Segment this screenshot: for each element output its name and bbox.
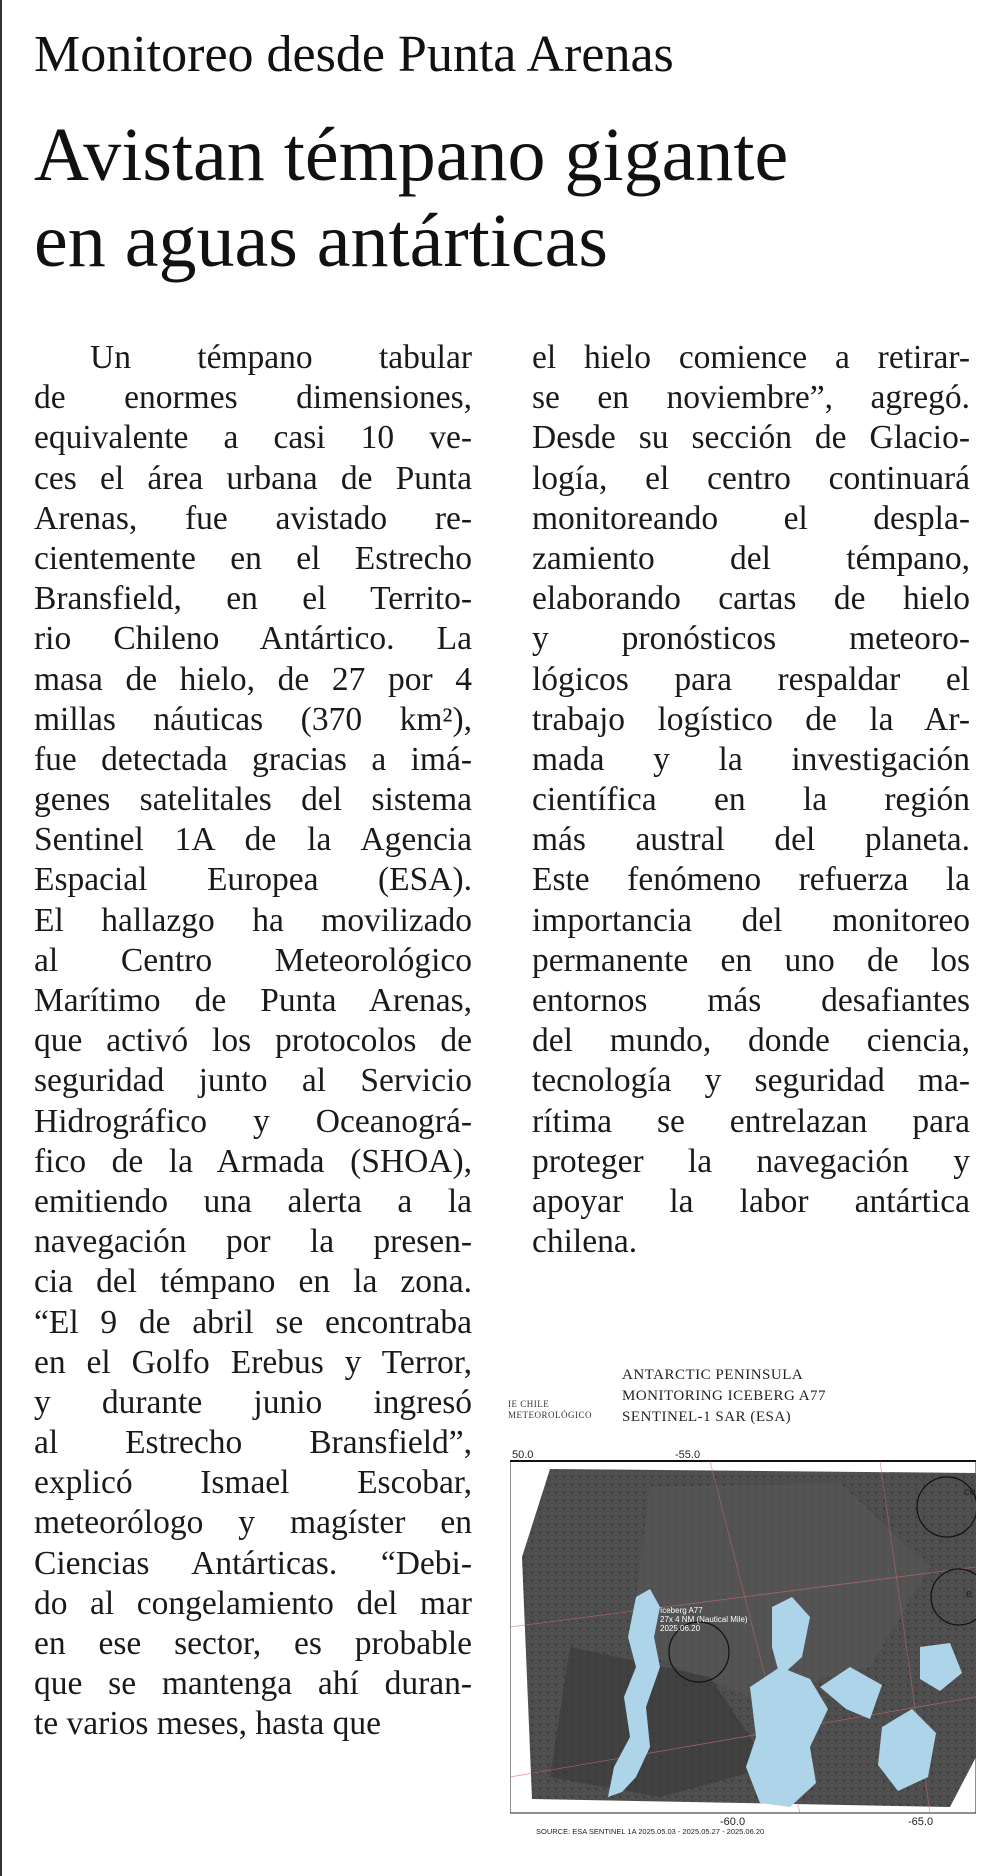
body-line: entornos más desafiantes bbox=[532, 982, 970, 1019]
kicker: Monitoreo desde Punta Arenas bbox=[34, 26, 674, 83]
body-line: al Estrecho Bransfield”, bbox=[34, 1424, 472, 1462]
body-line: El hallazgo ha movilizado bbox=[34, 901, 472, 939]
body-column-left bbox=[34, 338, 472, 1745]
figure-org-logo-text: IE CHILE METEOROLÓGICO bbox=[508, 1399, 592, 1420]
body-line: permanente en uno de los bbox=[532, 941, 970, 979]
tick-label: 50.0 bbox=[512, 1449, 534, 1461]
body-line: apoyar la labor antártica bbox=[532, 1182, 970, 1220]
body-line: Espacial Europea (ESA). bbox=[34, 861, 472, 899]
body-line: Hidrográfico y Oceanográ- bbox=[34, 1102, 472, 1140]
body-line: navegación por la presen- bbox=[34, 1223, 472, 1261]
body-line: seguridad junto al Servicio bbox=[34, 1062, 472, 1100]
body-line: Desde su sección de Glacio- bbox=[532, 419, 970, 457]
side-label: e bbox=[966, 1588, 973, 1600]
body-line: de enormes dimensiones, bbox=[34, 379, 472, 417]
body-line: rio Chileno Antártico. La bbox=[34, 620, 472, 658]
body-line: “El 9 de abril se encontraba bbox=[34, 1303, 472, 1341]
body-line: chilena. bbox=[532, 1223, 638, 1261]
body-line: do al congelamiento del mar bbox=[34, 1584, 472, 1622]
figure-title: ANTARCTIC PENINSULA MONITORING ICEBERG A77 SENTINEL-1 SAR (ESA) bbox=[622, 1367, 827, 1425]
body-line: que se mantenga ahí duran- bbox=[34, 1665, 472, 1703]
body-line: cia del témpano en la zona. bbox=[34, 1263, 472, 1301]
body-line: equivalente a casi 10 ve- bbox=[34, 419, 472, 457]
figure-header bbox=[508, 1365, 978, 1445]
body-line: se en noviembre”, agregó. bbox=[532, 379, 970, 417]
body-line: y durante junio ingresó bbox=[34, 1383, 472, 1421]
body-line: más austral del planeta. bbox=[532, 821, 970, 859]
body-line: monitoreando el despla- bbox=[532, 499, 970, 537]
body-line: explicó Ismael Escobar, bbox=[34, 1464, 472, 1502]
iceberg-label: 2025.06.20 bbox=[660, 1624, 701, 1633]
body-line: Marítimo de Punta Arenas, bbox=[34, 982, 472, 1019]
side-label: ce bbox=[964, 1486, 976, 1498]
body-line: que activó los protocolos de bbox=[34, 1022, 472, 1060]
body-column-right bbox=[532, 338, 970, 1262]
tick-label: -65.0 bbox=[908, 1816, 934, 1827]
iceberg-label: Iceberg A77 bbox=[660, 1606, 703, 1615]
body-line: masa de hielo, de 27 por 4 bbox=[34, 660, 472, 698]
body-line: Este fenómeno refuerza la bbox=[532, 861, 970, 899]
satellite-figure bbox=[508, 1365, 978, 1845]
body-line: en el Golfo Erebus y Terror, bbox=[34, 1343, 472, 1381]
body-line: Bransfield, en el Territo- bbox=[34, 580, 472, 618]
headline bbox=[34, 112, 974, 284]
body-line: emitiendo una alerta a la bbox=[34, 1182, 472, 1220]
iceberg-label: 27x 4 NM (Nautical Mile) bbox=[660, 1615, 748, 1624]
body-line: al Centro Meteorológico bbox=[34, 941, 472, 979]
body-line: elaborando cartas de hielo bbox=[532, 580, 970, 618]
body-line: cientemente en el Estrecho bbox=[34, 539, 472, 577]
body-line: del mundo, donde ciencia, bbox=[532, 1022, 970, 1060]
body-line: proteger la navegación y bbox=[532, 1142, 970, 1180]
body-line: Ciencias Antárticas. “Debi- bbox=[34, 1544, 472, 1582]
body-line: fico de la Armada (SHOA), bbox=[34, 1142, 472, 1180]
headline-line: Avistan témpano gigante bbox=[34, 113, 789, 197]
body-line: rítima se entrelazan para bbox=[532, 1102, 970, 1140]
body-line: te varios meses, hasta que bbox=[34, 1705, 381, 1743]
body-line: en ese sector, es probable bbox=[34, 1625, 472, 1662]
body-line: científica en la región bbox=[532, 781, 970, 819]
body-line: fue detectada gracias a imá- bbox=[34, 740, 472, 778]
body-line: Arenas, fue avistado re- bbox=[34, 499, 472, 537]
body-line: y pronósticos meteoro- bbox=[532, 620, 970, 658]
body-line: millas náuticas (370 km²), bbox=[34, 700, 472, 738]
body-line: genes satelitales del sistema bbox=[34, 781, 472, 819]
satellite-map bbox=[510, 1447, 976, 1827]
body-line: logía, el centro continuará bbox=[532, 459, 970, 497]
body-line: zamiento del témpano, bbox=[532, 539, 970, 577]
body-line: lógicos para respaldar el bbox=[532, 660, 970, 698]
body-line: tecnología y seguridad ma- bbox=[532, 1062, 970, 1100]
body-line: meteorólogo y magíster en bbox=[34, 1504, 472, 1542]
figure-source: SOURCE: ESA SENTINEL 1A 2025.05.03 - 2025.05.27 - 2025.06.20 bbox=[536, 1827, 765, 1836]
body-line: el hielo comience a retirar- bbox=[532, 339, 970, 376]
headline-line: en aguas antárticas bbox=[34, 199, 608, 283]
tick-label: -55.0 bbox=[675, 1449, 701, 1461]
body-line: ces el área urbana de Punta bbox=[34, 459, 472, 497]
body-line: trabajo logístico de la Ar- bbox=[532, 700, 970, 738]
tick-label: -60.0 bbox=[720, 1816, 746, 1827]
body-line: Un témpano tabular bbox=[90, 339, 472, 376]
body-line: mada y la investigación bbox=[532, 740, 970, 778]
body-line: importancia del monitoreo bbox=[532, 901, 970, 939]
body-line: Sentinel 1A de la Agencia bbox=[34, 821, 472, 859]
